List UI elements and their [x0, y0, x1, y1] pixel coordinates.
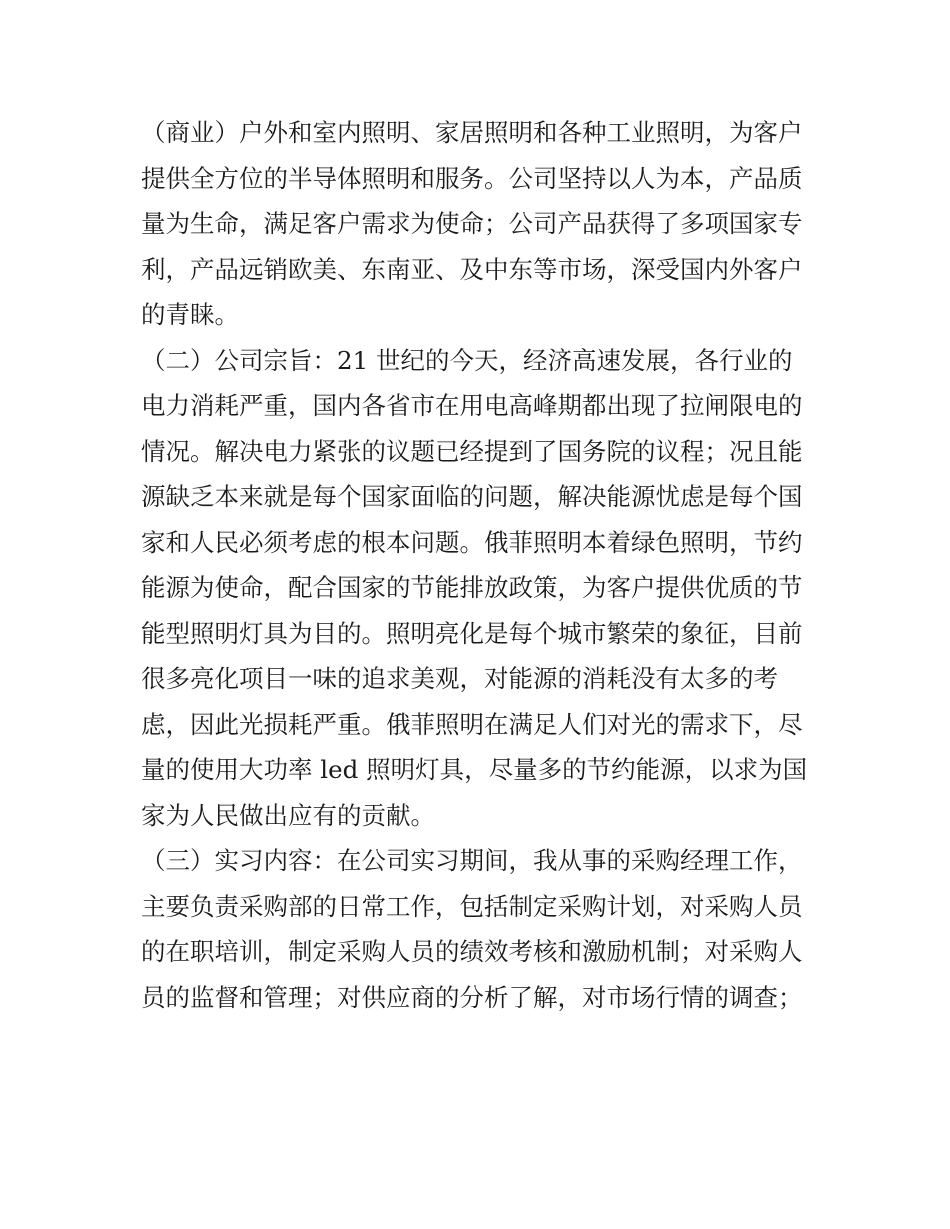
text-line: 能型照明灯具为目的。照明亮化是每个城市繁荣的象征，目前 [141, 618, 803, 648]
text-line: 家为人民做出应有的贡献。 [141, 800, 435, 830]
text-line: 很多亮化项目一味的追求美观，对能源的消耗没有太多的考 [141, 664, 778, 693]
text-line: 家和人民必须考虑的根本问题。俄菲照明本着绿色照明，节约 [141, 527, 803, 557]
body-text [141, 110, 821, 1020]
text-line: 员的监督和管理；对供应商的分析了解，对市场行情的调查； [141, 982, 803, 1012]
text-line: 源缺乏本来就是每个国家面临的问题，解决能源忧虑是每个国 [141, 482, 803, 511]
text-line: 量的使用大功率 led 照明灯具，尽量多的节约能源，以求为国 [141, 755, 808, 784]
text-line: 的青睐。 [141, 300, 239, 329]
text-line: 电力消耗严重，国内各省市在用电高峰期都出现了拉闸限电的 [141, 391, 803, 420]
text-line: 主要负责采购部的日常工作，包括制定采购计划，对采购人员 [141, 891, 803, 921]
text-line: 情况。解决电力紧张的议题已经提到了国务院的议程；况且能 [141, 436, 803, 466]
text-line: （商业）户外和室内照明、家居照明和各种工业照明，为客户 [141, 118, 803, 147]
text-line: 能源为使命，配合国家的节能排放政策，为客户提供优质的节 [141, 573, 803, 602]
text-line: 提供全方位的半导体照明和服务。公司坚持以人为本，产品质 [141, 163, 803, 193]
text-line: （三）实习内容：在公司实习期间，我从事的采购经理工作， [141, 846, 803, 875]
text-line: 量为生命，满足客户需求为使命；公司产品获得了多项国家专 [141, 209, 803, 238]
text-line: 的在职培训，制定采购人员的绩效考核和激励机制；对采购人 [141, 937, 803, 966]
text-line: （二）公司宗旨：21 世纪的今天，经济高速发展，各行业的 [141, 345, 793, 375]
text-line: 虑，因此光损耗严重。俄菲照明在满足人们对光的需求下，尽 [141, 709, 803, 739]
text-line: 利，产品远销欧美、东南亚、及中东等市场，深受国内外客户 [141, 254, 803, 284]
